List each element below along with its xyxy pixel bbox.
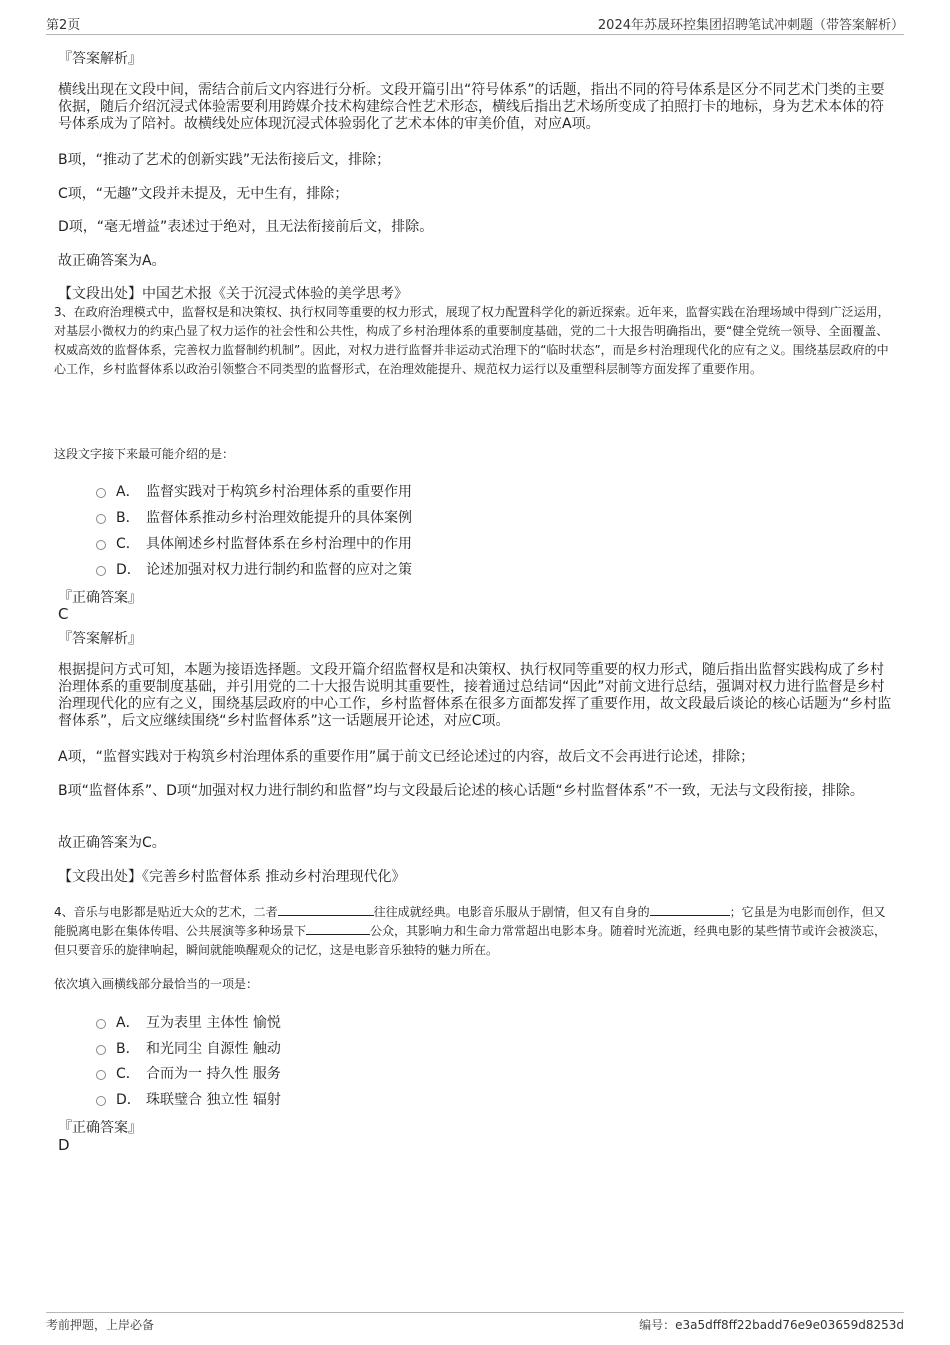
option-text: 和光同尘 自源性 触动 (146, 1041, 281, 1057)
q3-analysis-conclusion: 故正确答案为C。 (58, 835, 166, 851)
q2-analysis-conclusion: 故正确答案为A。 (58, 253, 166, 269)
radio-button-icon[interactable] (96, 1096, 106, 1106)
q4-option-d[interactable] (96, 1089, 281, 1109)
q2-source: 【文段出处】中国艺术报《关于沉浸式体验的美学思考》 (58, 286, 408, 302)
q4-option-b[interactable] (96, 1038, 281, 1058)
q2-analysis-option-b: B项，“推动了艺术的创新实践”无法衔接后文，排除； (58, 152, 391, 168)
option-text: 珠联璧合 独立性 辐射 (146, 1092, 281, 1108)
q4-stem: 4、音乐与电影都是贴近大众的艺术，二者 往往成就经典。电影音乐服从于剧情，但又有自身的 ；它虽是为电影而创作，但又能脱离电影在集体传唱、公共展演等多种场景下 公众，其影响力和生命力常常超出电影本身。随着时光流逝，经典电影的某些情节或许会被淡忘，但只要音乐的旋律响起，瞬间就能唤醒观众的记忆，这是电影音乐独特的魅力所在。 (54, 905, 887, 957)
q4-question: 依次填入画横线部分最恰当的一项是： (54, 977, 259, 991)
q3-question: 这段文字接下来最可能介绍的是： (54, 447, 235, 461)
q3-option-b[interactable] (96, 507, 412, 527)
option-letter: A． (116, 484, 140, 500)
q3-analysis-paragraph: 根据提问方式可知，本题为接语选择题。文段开篇介绍监督权是和决策权、执行权同等重要的权力形式，随后指出监督实践构成了乡村治理体系的重要制度基础，并引用党的二十大报告说明其重要性，接着通过总结词“因此”对前文进行总结，强调对权力进行监督是乡村治理现代化的应有之义，围绕基层政府的中心工作，乡村监督体系在很多方面都发挥了重要作用，故文段最后谈论的核心话题为“乡村监督体系”，后文应继续围绕“乡村监督体系”这一话题展开论述，对应C项。 (58, 662, 892, 729)
q3-analysis-option-bd: B项“监督体系”、D项“加强对权力进行制约和监督”均与文段最后论述的核心话题“乡村监督体系”不一致，无法与文段衔接，排除。 (58, 783, 864, 799)
correct-answer-label: 『正确答案』 (58, 1120, 142, 1136)
document-id: 编号：e3a5dff8ff22badd76e9e03659d8253d (639, 1318, 904, 1332)
option-letter: D． (116, 562, 141, 578)
q2-analysis-option-c: C项，“无趣”文段并未提及，无中生有，排除； (58, 186, 349, 202)
fill-blank-1[interactable] (278, 904, 374, 916)
radio-button-icon[interactable] (96, 514, 106, 524)
q3-option-d[interactable] (96, 559, 412, 579)
option-letter: C． (116, 536, 140, 552)
radio-button-icon[interactable] (96, 488, 106, 498)
q4-option-c[interactable] (96, 1063, 281, 1083)
option-text: 互为表里 主体性 愉悦 (146, 1015, 281, 1031)
q4-correct-answer: D (58, 1136, 70, 1154)
radio-button-icon[interactable] (96, 1045, 106, 1055)
option-letter: B． (116, 1041, 140, 1057)
page-header (46, 14, 904, 35)
fill-blank-3[interactable] (306, 923, 370, 935)
q3-correct-answer: C (58, 605, 69, 623)
q2-analysis-option-d: D项，“毫无增益”表述过于绝对，且无法衔接前后文，排除。 (58, 219, 434, 235)
radio-button-icon[interactable] (96, 566, 106, 576)
q4-option-a[interactable] (96, 1012, 281, 1032)
q3-option-a[interactable] (96, 481, 412, 501)
document-title: 2024年苏晟环控集团招聘笔试冲刺题（带答案解析） (597, 18, 904, 33)
analysis-label: 『答案解析』 (58, 51, 142, 67)
radio-button-icon[interactable] (96, 1019, 106, 1029)
analysis-label: 『答案解析』 (58, 631, 142, 647)
correct-answer-label: 『正确答案』 (58, 590, 142, 606)
q3-analysis-option-a: A项，“监督实践对于构筑乡村治理体系的重要作用”属于前文已经论述过的内容，故后文不会再进行论述，排除； (58, 749, 755, 765)
fill-blank-2[interactable] (650, 904, 730, 916)
option-text: 监督实践对于构筑乡村治理体系的重要作用 (146, 484, 412, 500)
q3-stem: 3、在政府治理模式中，监督权是和决策权、执行权同等重要的权力形式，展现了权力配置科学化的新近探索。近年来，监督实践在治理场域中得到广泛运用，对基层小微权力的约束凸显了权力运作的社会性和公共性，构成了乡村治理体系的重要制度基础，党的二十大报告明确指出，要“健全党统一领导、全面覆盖、权威高效的监督体系，完善权力监督制约机制”。因此，对权力进行监督并非运动式治理下的“临时状态”，而是乡村治理现代化的应有之义。围绕基层政府的中心工作，乡村监督体系以政治引领整合不同类型的监督形式，在治理效能提升、规范权力运行以及重塑科层制等方面发挥了重要作用。 (54, 305, 890, 376)
radio-button-icon[interactable] (96, 1070, 106, 1080)
option-letter: D． (116, 1092, 141, 1108)
option-text: 具体阐述乡村监督体系在乡村治理中的作用 (146, 536, 412, 552)
option-letter: B． (116, 510, 140, 526)
page-number: 第2页 (46, 18, 81, 33)
option-letter: A． (116, 1015, 140, 1031)
page-footer (46, 1312, 904, 1335)
option-text: 论述加强对权力进行制约和监督的应对之策 (146, 562, 412, 578)
radio-button-icon[interactable] (96, 540, 106, 550)
option-letter: C． (116, 1066, 140, 1082)
option-text: 合而为一 持久性 服务 (146, 1066, 281, 1082)
q3-option-c[interactable] (96, 533, 412, 553)
q3-source: 【文段出处】《完善乡村监督体系 推动乡村治理现代化》 (58, 869, 406, 885)
q2-analysis-paragraph: 横线出现在文段中间，需结合前后文内容进行分析。文段开篇引出“符号体系”的话题，指出不同的符号体系是区分不同艺术门类的主要依据，随后介绍沉浸式体验需要利用跨媒介技术构建综合性艺术形态，横线后指出艺术场所变成了拍照打卡的地标，身为艺术本体的符号体系成为了陪衬。故横线处应体现沉浸式体验弱化了艺术本体的审美价值，对应A项。 (58, 82, 885, 132)
footer-slogan: 考前押题，上岸必备 (46, 1318, 155, 1332)
option-text: 监督体系推动乡村治理效能提升的具体案例 (146, 510, 412, 526)
